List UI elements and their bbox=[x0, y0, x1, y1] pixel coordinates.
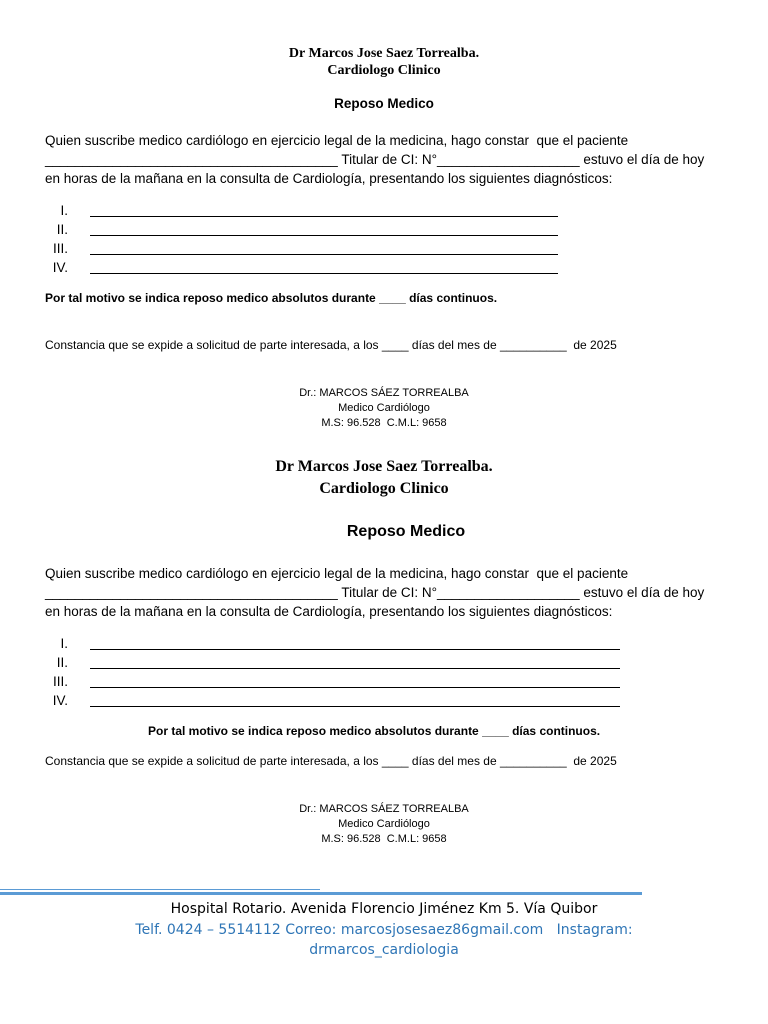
diagnosis-number: IV. bbox=[52, 260, 68, 275]
diagnosis-blank bbox=[90, 235, 558, 236]
document-title: Reposo Medico bbox=[334, 96, 434, 111]
document-title: Reposo Medico bbox=[346, 523, 466, 540]
constancia-text: Constancia que se expide a solicitud de parte interesada, a los ____ días del mes de __________ de 2025 bbox=[45, 754, 617, 768]
hospital-address: Hospital Rotario. Avenida Florencio Jiménez Km 5. Vía Quibor bbox=[170, 901, 598, 917]
paragraph-line-3: en horas de la mañana en la consulta de Cardiología, presentando los siguientes diagnósticos: bbox=[45, 171, 613, 186]
paragraph-line-2: _______________________________________ Titular de CI: N°___________________ estuvo el día de hoy bbox=[45, 585, 705, 600]
diagnosis-blank bbox=[90, 706, 620, 707]
diagnosis-number: II. bbox=[56, 655, 68, 670]
doctor-name: Dr Marcos Jose Saez Torrealba. bbox=[275, 458, 493, 475]
diagnosis-blank bbox=[90, 273, 558, 274]
signature-registration: M.S: 96.528 C.M.L: 9658 bbox=[321, 833, 447, 845]
diagnosis-blank bbox=[90, 254, 558, 255]
signature-name: Dr.: MARCOS SÁEZ TORREALBA bbox=[299, 387, 469, 399]
doctor-name: Dr Marcos Jose Saez Torrealba. bbox=[288, 46, 480, 61]
signature-registration: M.S: 96.528 C.M.L: 9658 bbox=[321, 417, 447, 429]
paragraph-line-3: en horas de la mañana en la consulta de Cardiología, presentando los siguientes diagnósticos: bbox=[45, 604, 613, 619]
specialty: Cardiologo Clinico bbox=[327, 63, 441, 78]
rest-statement: Por tal motivo se indica reposo medico absolutos durante ____ días continuos. bbox=[148, 724, 601, 738]
contact-line-1: Telf. 0424 – 5514112 Correo: marcosjosesaez86gmail.com Instagram: bbox=[135, 922, 633, 938]
rest-statement: Por tal motivo se indica reposo medico absolutos durante ____ días continuos. bbox=[45, 291, 498, 305]
paragraph-line-1: Quien suscribe medico cardiólogo en ejercicio legal de la medicina, hago constar que el paciente bbox=[45, 133, 629, 148]
signature-name: Dr.: MARCOS SÁEZ TORREALBA bbox=[299, 803, 469, 815]
footer-divider-thin bbox=[0, 889, 320, 890]
diagnosis-number: I. bbox=[60, 636, 68, 651]
diagnosis-blank bbox=[90, 668, 620, 669]
diagnosis-number: III. bbox=[52, 674, 68, 689]
diagnosis-number: IV. bbox=[52, 693, 68, 708]
diagnosis-number: II. bbox=[56, 222, 68, 237]
diagnosis-number: III. bbox=[52, 241, 68, 256]
diagnosis-blank bbox=[90, 687, 620, 688]
specialty: Cardiologo Clinico bbox=[319, 480, 449, 497]
paragraph-line-2: _______________________________________ Titular de CI: N°___________________ estuvo el día de hoy bbox=[45, 152, 705, 167]
instagram-handle: drmarcos_cardiologia bbox=[309, 942, 459, 958]
diagnosis-number: I. bbox=[60, 203, 68, 218]
constancia-text: Constancia que se expide a solicitud de parte interesada, a los ____ días del mes de __________ de 2025 bbox=[45, 338, 617, 352]
diagnosis-blank bbox=[90, 649, 620, 650]
paragraph-line-1: Quien suscribe medico cardiólogo en ejercicio legal de la medicina, hago constar que el paciente bbox=[45, 566, 629, 581]
diagnosis-blank bbox=[90, 216, 558, 217]
footer-divider bbox=[0, 892, 642, 895]
signature-title: Medico Cardiólogo bbox=[338, 402, 430, 414]
signature-title: Medico Cardiólogo bbox=[338, 818, 430, 830]
